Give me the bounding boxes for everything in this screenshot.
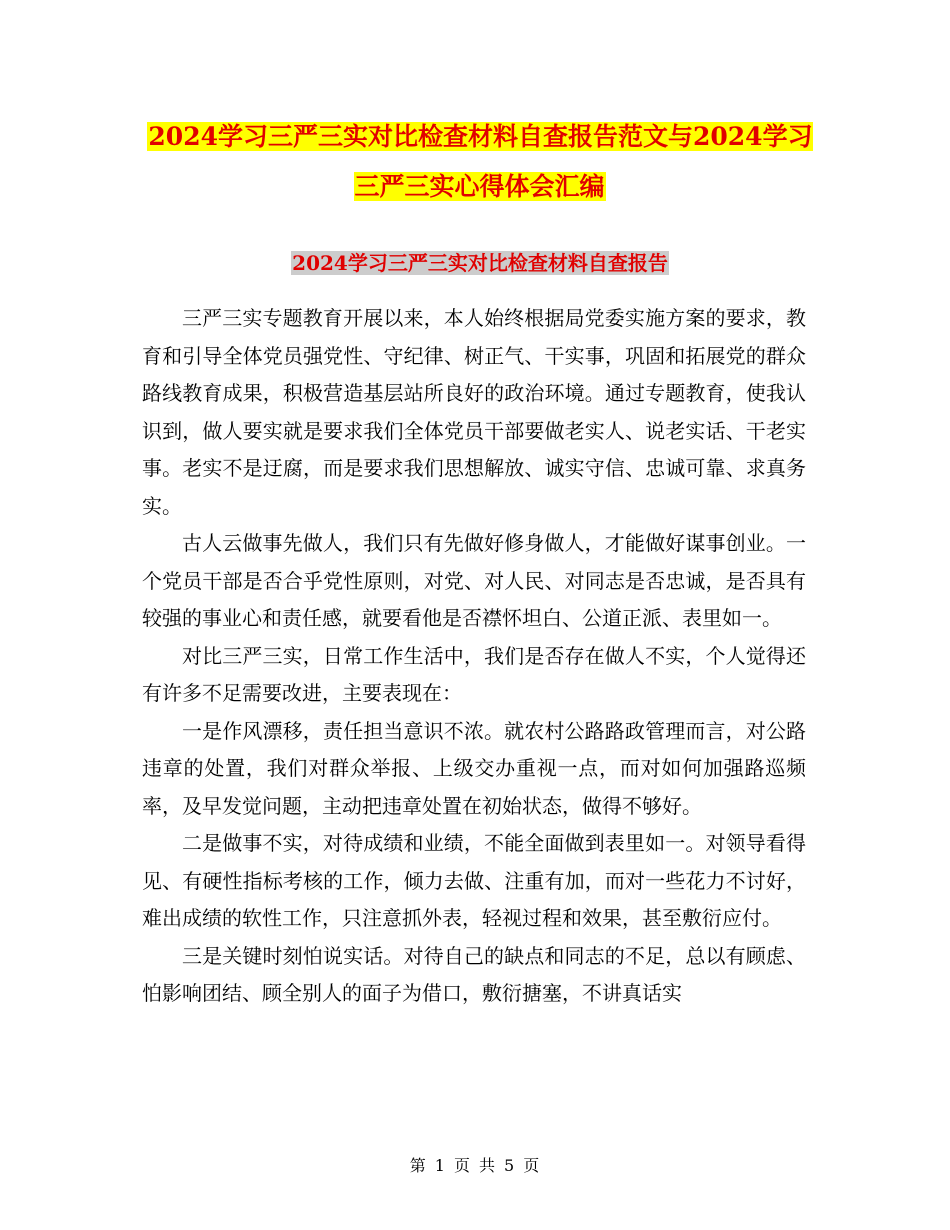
document-title-text: 2024学习三严三实对比检查材料自查报告范文与2024学习三严三实心得体会汇编 (148, 122, 813, 201)
page-label-mid: 页 (453, 1156, 471, 1175)
paragraph: 对比三严三实，日常工作生活中，我们是否存在做人不实，个人觉得还有许多不足需要改进，主要表现在： (142, 643, 806, 705)
section-title (140, 246, 820, 280)
total-pages-number: 5 (504, 1156, 516, 1175)
document-body (142, 300, 806, 1013)
document-title (140, 112, 820, 212)
page-label-prefix: 第 (409, 1156, 427, 1175)
page-label-total-prefix: 共 (479, 1156, 497, 1175)
section-title-text: 2024学习三严三实对比检查材料自查报告 (292, 251, 668, 275)
paragraph: 三严三实专题教育开展以来，本人始终根据局党委实施方案的要求，教育和引导全体党员强党性、守纪律、树正气、干实事，巩固和拓展党的群众路线教育成果，积极营造基层站所良好的政治环境。通过专题教育，使我认识到，做人要实就是要求我们全体党员干部要做老实人、说老实话、干老实事。老实不是迂腐，而是要求我们思想解放、诚实守信、忠诚可靠、求真务实。 (142, 306, 806, 518)
paragraph: 一是作风漂移，责任担当意识不浓。就农村公路路政管理而言，对公路违章的处置，我们对群众举报、上级交办重视一点，而对如何加强路巡频率，及早发觉问题，主动把违章处置在初始状态，做得不够好。 (142, 718, 806, 818)
paragraph: 古人云做事先做人，我们只有先做好修身做人，才能做好谋事创业。一个党员干部是否合乎党性原则，对党、对人民、对同志是否忠诚，是否具有较强的事业心和责任感，就要看他是否襟怀坦白、公道正派、表里如一。 (142, 531, 806, 630)
page-footer (0, 1153, 950, 1176)
paragraph: 二是做事不实，对待成绩和业绩，不能全面做到表里如一。对领导看得见、有硬性指标考核的工作，倾力去做、注重有加，而对一些花力不讨好，难出成绩的软性工作，只注意抓外表，轻视过程和效果，甚至敷衍应付。 (142, 831, 806, 930)
current-page-number: 1 (434, 1156, 446, 1175)
paragraph: 三是关键时刻怕说实话。对待自己的缺点和同志的不足，总以有顾虑、怕影响团结、顾全别人的面子为借口，敷衍搪塞，不讲真话实 (142, 943, 806, 1005)
page-label-suffix: 页 (523, 1156, 541, 1175)
